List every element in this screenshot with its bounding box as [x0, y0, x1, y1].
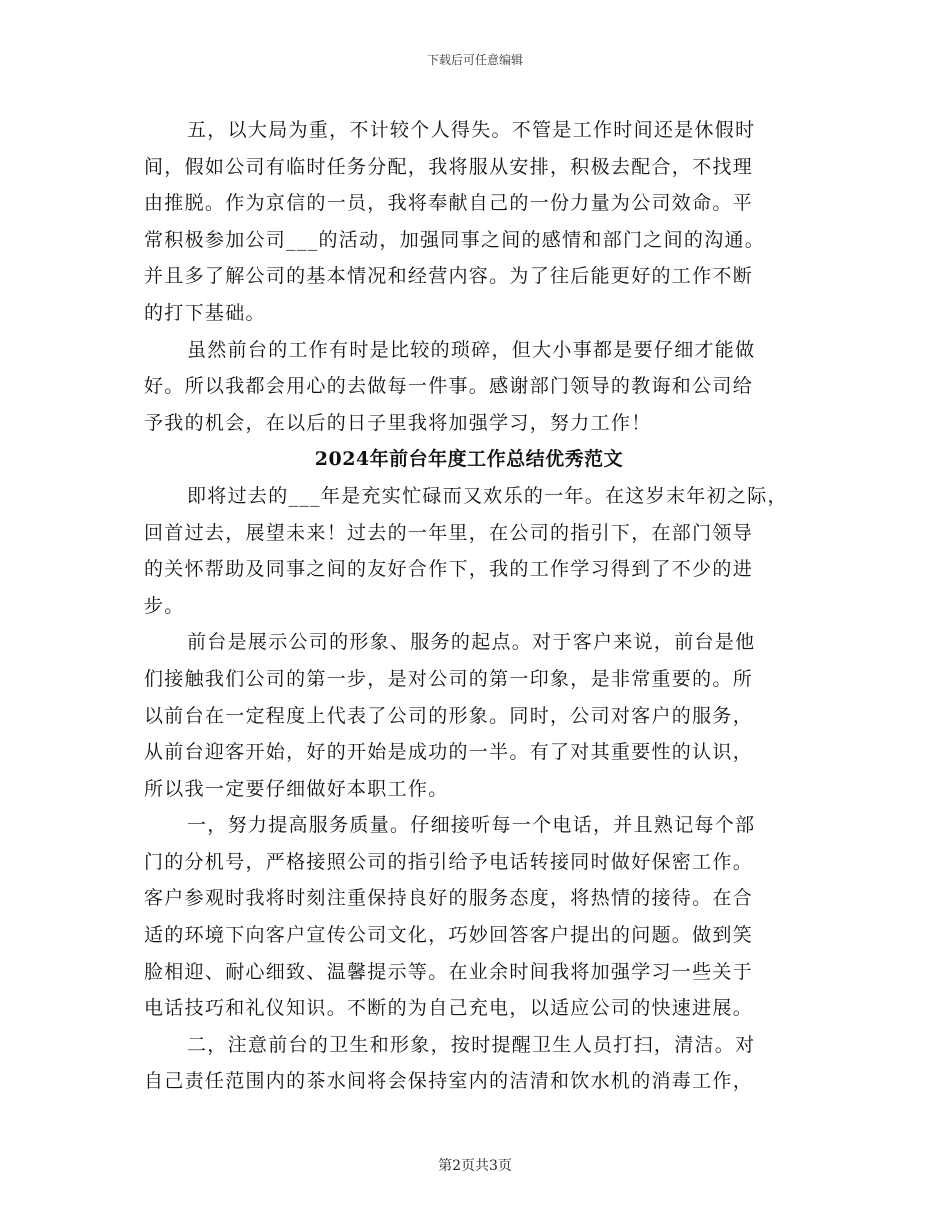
paragraph-line: 门的分机号，严格接照公司的指引给予电话转接同时做好保密工作。: [144, 850, 754, 873]
paragraph-line: 虽然前台的工作有时是比较的琐碎，但大小事都是要仔细才能做: [187, 338, 756, 361]
paragraph-line: 的打下基础。: [144, 301, 266, 324]
paragraph-line: 的关怀帮助及同事之间的友好合作下，我的工作学习得到了不少的进: [144, 558, 754, 581]
paragraph-line: 步。: [144, 594, 185, 617]
paragraph-line: 好。所以我都会用心的去做每一件事。感谢部门领导的教诲和公司给: [144, 375, 754, 398]
paragraph-line: 电话技巧和礼仪知识。不断的为自己充电，以适应公司的快速进展。: [144, 997, 754, 1020]
document-body: [144, 112, 824, 1100]
paragraph-line: 回首过去，展望未来！过去的一年里，在公司的指引下，在部门领导: [144, 521, 754, 544]
paragraph-line: 二，注意前台的卫生和形象，按时提醒卫生人员打扫，清洁。对: [187, 1033, 756, 1056]
page-header: 下载后可任意编辑: [426, 53, 523, 67]
page-footer: 第2页共3页: [438, 1158, 512, 1174]
paragraph-line: 从前台迎客开始，好的开始是成功的一半。有了对其重要性的认识，: [144, 741, 754, 764]
paragraph-line: 适的环境下向客户宣传公司文化，巧妙回答客户提出的问题。做到笑: [144, 924, 754, 947]
paragraph-line: 们接触我们公司的第一步，是对公司的第一印象，是非常重要的。所: [144, 667, 754, 690]
paragraph-line: 以前台在一定程度上代表了公司的形象。同时，公司对客户的服务，: [144, 704, 754, 727]
paragraph-line: 间，假如公司有临时任务分配，我将服从安排，积极去配合，不找理: [144, 155, 754, 178]
paragraph-line: 脸相迎、耐心细致、温馨提示等。在业余时间我将加强学习一些关于: [144, 960, 754, 983]
paragraph-line: 并且多了解公司的基本情况和经营内容。为了往后能更好的工作不断: [144, 265, 754, 288]
paragraph-line: 一，努力提高服务质量。仔细接听每一个电话，并且熟记每个部: [187, 814, 756, 837]
paragraph-line: 即将过去的___年是充实忙碌而又欢乐的一年。在这岁末年初之际，: [187, 484, 788, 507]
paragraph-line: 自己责任范围内的茶水间将会保持室内的洁清和饮水机的消毒工作，: [144, 1070, 754, 1093]
paragraph-line: 常积极参加公司___的活动，加强同事之间的感情和部门之间的沟通。: [144, 228, 766, 251]
paragraph-line: 所以我一定要仔细做好本职工作。: [144, 777, 449, 800]
section-title: 2024年前台年度工作总结优秀范文: [314, 448, 624, 471]
paragraph-line: 客户参观时我将时刻注重保持良好的服务态度，将热情的接待。在合: [144, 887, 754, 910]
paragraph-line: 予我的机会，在以后的日子里我将加强学习，努力工作！: [144, 411, 652, 434]
paragraph-line: 五，以大局为重，不计较个人得失。不管是工作时间还是休假时: [187, 119, 756, 141]
paragraph-line: 由推脱。作为京信的一员，我将奉献自己的一份力量为公司效命。平: [144, 192, 754, 215]
paragraph-line: 前台是展示公司的形象、服务的起点。对于客户来说，前台是他: [187, 631, 756, 654]
